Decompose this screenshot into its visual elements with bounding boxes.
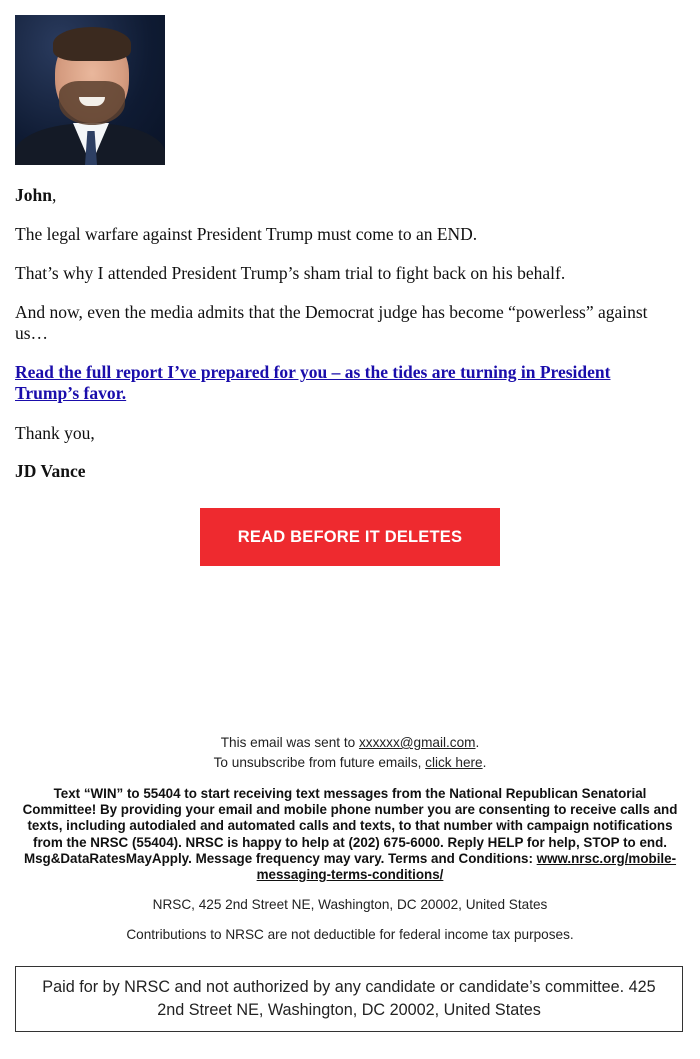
sent-prefix: This email was sent to	[220, 735, 359, 750]
terms-conditions-link[interactable]: www.nrsc.org/mobile-messaging-terms-conditions/	[256, 850, 677, 883]
tax-disclaimer: Contributions to NRSC are not deductible for federal income tax purposes.	[126, 927, 574, 942]
email-body	[15, 15, 685, 546]
body-paragraph-3: And now, even the media admits that the Democrat judge has become “powerless” against us…	[15, 302, 648, 343]
sms-text: Text “WIN” to 55404 to start receiving text messages from the National Republican Senatorial Committee! By providing your email and mobile phone number you are consenting to receive calls and texts, including autodialed and automated calls and texts, to that number with campaign notifications from the NRSC (55404). NRSC is happy to help at (202) 675-6000. Reply HELP for help, STOP to end. Msg&DataRatesMayApply. Message frequency may vary. Terms and Conditions:	[22, 786, 678, 866]
footer-address: NRSC, 425 2nd Street NE, Washington, DC 20002, United States	[152, 897, 548, 912]
closing-text: Thank you,	[15, 423, 95, 443]
greeting-punct: ,	[51, 185, 57, 205]
body-paragraph-1: The legal warfare against President Trump must come to an END.	[15, 224, 478, 244]
unsubscribe-link[interactable]: click here	[425, 755, 483, 770]
unsub-prefix: To unsubscribe from future emails,	[213, 755, 426, 770]
sent-to-notice	[0, 733, 700, 753]
signature: JD Vance	[15, 461, 86, 481]
sms-consent-notice	[20, 786, 680, 883]
report-link[interactable]: Read the full report I’ve prepared for you – as the tides are turning in President Trump’s favor.	[15, 362, 611, 403]
recipient-email-link[interactable]: xxxxxx@gmail.com	[358, 735, 476, 750]
unsub-suffix: .	[482, 755, 487, 770]
read-before-it-deletes-button[interactable]: READ BEFORE IT DELETES	[200, 508, 500, 566]
unsubscribe-notice	[0, 753, 700, 773]
paid-for-disclaimer-box	[15, 966, 683, 1032]
sent-suffix: .	[475, 735, 480, 750]
body-paragraph-2: That’s why I attended President Trump’s sham trial to fight back on his behalf.	[15, 263, 566, 283]
sender-photo	[15, 15, 165, 165]
greeting	[15, 185, 56, 206]
greeting-name: John	[15, 185, 52, 205]
paid-for-disclaimer-text: Paid for by NRSC and not authorized by any candidate or candidate’s committee. 425 2nd Street NE, Washington, DC 20002, United States	[42, 978, 656, 1019]
